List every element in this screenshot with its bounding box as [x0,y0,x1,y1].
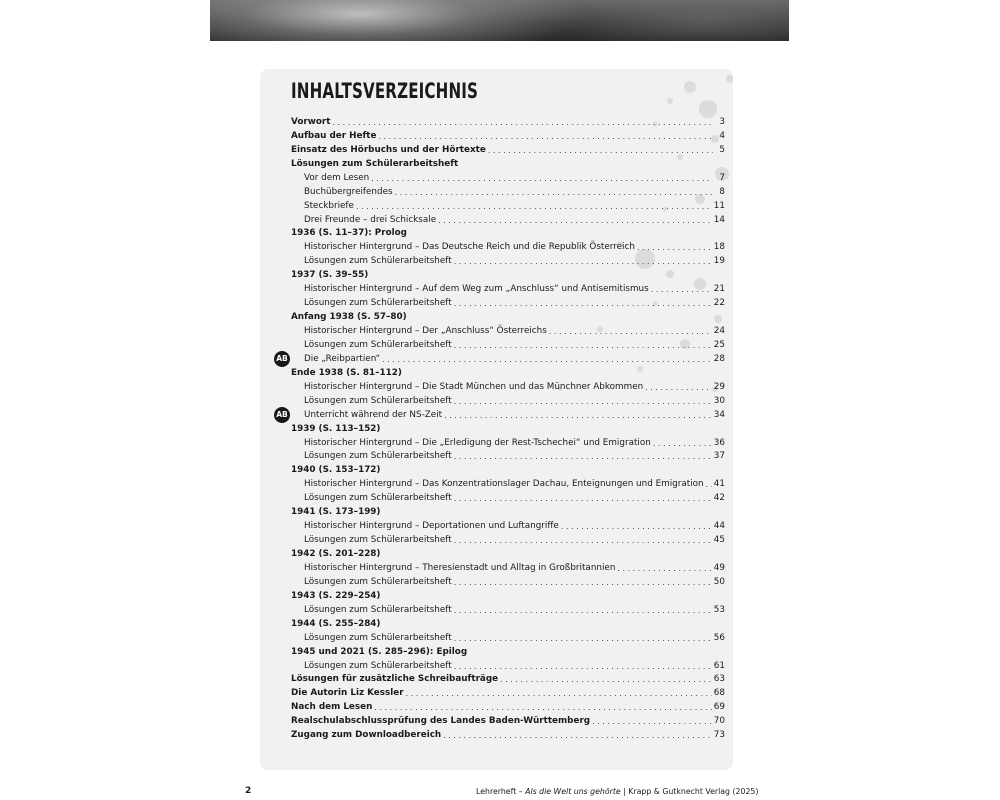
toc-entry-page: 8 [719,186,725,197]
toc-entry-page: 56 [713,632,725,643]
toc-entry [260,351,733,365]
toc-leader-dots [444,410,712,421]
toc-leader-dots [617,563,711,574]
toc-entry-title: Lösungen zum Schülerarbeitsheft [304,493,452,504]
toc-entry [260,226,733,240]
toc-leader-dots [454,661,712,672]
toc-entry [260,630,733,644]
footer-suffix: | Krapp & Gutknecht Verlag (2025) [620,787,759,796]
page-number: 2 [245,786,252,796]
toc-entry [260,644,733,658]
toc-entry [260,142,733,156]
toc-entry [260,128,733,142]
toc-entry-title: 1942 (S. 201–228) [291,549,381,559]
toc-entry-title: Lösungen zum Schülerarbeitsheft [304,339,452,350]
toc-entry-page: 3 [719,116,725,127]
toc-entry [260,421,733,435]
toc-entry-title: Einsatz des Hörbuchs und der Hörtexte [291,144,486,155]
toc-entry-page: 11 [713,200,725,211]
toc-entry-page: 22 [713,298,725,309]
toc-entry [260,449,733,463]
footer-credit [476,787,758,796]
toc-entry-title: Historischer Hintergrund – Auf dem Weg zum „Anschluss“ und Antisemitismus [304,284,649,295]
toc-entry [260,337,733,351]
toc-entry-title: Die Autorin Liz Kessler [291,688,404,699]
toc-entry-page: 19 [713,256,725,267]
toc-entry-page: 42 [713,493,725,504]
toc-entry-title: 1936 (S. 11–37): Prolog [291,228,407,239]
toc-entry-page: 53 [713,604,725,615]
toc-entry [260,476,733,490]
toc-entry [260,699,733,713]
toc-leader-dots [454,535,712,546]
toc-leader-dots [406,688,712,699]
toc-entry-page: 29 [713,381,725,392]
toc-entry-title: Lösungen zum Schülerarbeitsheft [304,632,452,643]
toc-entry-page: 18 [713,242,725,253]
toc-entry-title: Aufbau der Hefte [291,130,377,141]
toc-leader-dots [356,201,712,212]
toc-entry [260,239,733,253]
toc-leader-dots [653,438,712,449]
toc-entry-title: Lösungen für zusätzliche Schreibaufträge [291,674,499,685]
toc-entry [260,588,733,602]
toc-entry-title: Nach dem Lesen [291,702,373,713]
toc-entry [260,379,733,393]
toc-leader-dots [454,396,712,407]
toc-entry-title: Buchübergreifendes [304,186,393,197]
toc-entry-page: 34 [713,409,725,420]
toc-entry [260,685,733,699]
toc-entry [260,602,733,616]
toc-entry-title: Lösungen zum Schülerarbeitsheft [304,451,452,462]
toc-entry [260,295,733,309]
toc-entry-title: 1937 (S. 39–55) [291,270,369,281]
toc-entry-page: 21 [713,284,725,295]
toc-entry-title: Realschulabschlussprüfung des Landes Baden-Württemberg [291,716,591,727]
toc-entry-page: 63 [713,674,725,685]
toc-leader-dots [454,340,712,351]
toc-entry-title: Lösungen zum Schülerarbeitsheft [304,604,452,615]
toc-leader-dots [454,451,712,462]
toc-entry [260,616,733,630]
toc-leader-dots [443,730,712,741]
toc-leader-dots [637,242,712,253]
toc-entry [260,156,733,170]
toc-entry-title: Lösungen zum Schülerarbeitsheft [304,535,452,546]
toc-entry-title: Historischer Hintergrund – Die Stadt München und das Münchner Abkommen [304,381,644,392]
toc-entry-title: 1945 und 2021 (S. 285–296): Epilog [291,646,468,657]
toc-entry [260,309,733,323]
toc-entry [260,198,733,212]
toc-leader-dots [374,702,711,713]
toc-entry [260,170,733,184]
toc-entry-page: 28 [713,353,725,364]
toc-entry-title: Unterricht während der NS-Zeit [304,409,443,420]
toc-leader-dots [371,173,713,184]
toc-leader-dots [454,577,712,588]
toc-leader-dots [382,354,712,365]
toc-entry-title: Historischer Hintergrund – Deportationen und Luftangriffe [304,521,559,532]
toc-entry-page: 37 [713,451,725,462]
toc-entry [260,407,733,421]
toc-entry-title: 1941 (S. 173–199) [291,507,381,518]
toc-entry-title: Lösungen zum Schülerarbeitsheft [304,298,452,309]
toc-entry-page: 25 [713,339,725,350]
toc-entry-title: Historischer Hintergrund – Theresienstadt und Alltag in Großbritannien [304,562,616,573]
toc-entry-page: 24 [713,326,725,336]
toc-entry-title: Steckbriefe [304,200,354,211]
toc-entry [260,323,733,337]
toc-entry [260,574,733,588]
toc-entry [260,672,733,686]
toc-leader-dots [395,187,713,198]
toc-entry [260,518,733,532]
toc-entry-title: Historischer Hintergrund – Die „Erledigung der Rest-Tschechei“ und Emigration [304,437,651,448]
toc-entry [260,546,733,560]
toc-entry-title: Drei Freunde – drei Schicksale [304,214,437,225]
toc-list [260,114,733,741]
toc-entry-page: 30 [713,395,725,406]
toc-entry-page: 69 [713,702,725,713]
toc-entry-title: 1939 (S. 113–152) [291,423,381,434]
toc-entry-page: 5 [719,144,725,155]
toc-entry-page: 14 [713,214,725,225]
toc-entry-page: 4 [719,130,725,141]
toc-leader-dots [454,605,712,616]
toc-entry [260,462,733,476]
toc-entry-title: Lösungen zum Schülerarbeitsheft [304,395,452,406]
toc-entry-page: 49 [713,562,725,573]
toc-entry [260,532,733,546]
toc-entry-title: Anfang 1938 (S. 57–80) [291,312,407,323]
toc-entry-page: 36 [713,437,725,448]
toc-entry-title: 1944 (S. 255–284) [291,618,381,629]
toc-leader-dots [549,326,712,337]
footer-book-title: Als die Welt uns gehörte [525,787,621,796]
toc-entry [260,184,733,198]
toc-leader-dots [561,521,712,532]
toc-entry-title: Vorwort [291,116,331,127]
toc-entry-page: 41 [713,479,725,490]
toc-entry-page: 44 [713,521,725,532]
toc-entry-page: 73 [713,730,725,741]
worksheet-badge: AB [274,351,290,367]
toc-entry-title: Vor dem Lesen [304,172,370,183]
toc-entry-page: 68 [713,688,725,699]
header-photo-strip [210,0,789,41]
toc-entry [260,393,733,407]
toc-leader-dots [651,284,712,295]
toc-entry [260,560,733,574]
toc-entry-title: Historischer Hintergrund – Das Konzentrationslager Dachau, Enteignungen und Emigration [304,479,704,490]
toc-heading: INHALTSVERZEICHNIS [291,79,479,103]
worksheet-badge: AB [274,407,290,423]
toc-entry [260,435,733,449]
toc-leader-dots [454,633,712,644]
toc-entry-title: 1940 (S. 153–172) [291,465,381,476]
toc-leader-dots [454,493,712,504]
toc-entry [260,253,733,267]
toc-entry-title: Historischer Hintergrund – Der „Anschluss“ Österreichs [304,326,547,336]
toc-entry [260,267,733,281]
toc-leader-dots [500,674,712,685]
toc-leader-dots [332,117,713,128]
toc-entry [260,713,733,727]
toc-entry [260,212,733,226]
toc-entry [260,281,733,295]
toc-entry-title: Lösungen zum Schülerarbeitsheft [304,576,452,587]
toc-entry-page: 7 [719,172,725,183]
toc-entry [260,365,733,379]
toc-leader-dots [378,131,713,142]
toc-leader-dots [645,382,712,393]
toc-leader-dots [592,716,712,727]
toc-entry-title: Lösungen zum Schülerarbeitsheft [304,256,452,267]
toc-entry-page: 70 [713,716,725,727]
toc-entry-page: 50 [713,576,725,587]
toc-entry [260,727,733,741]
toc-leader-dots [488,145,713,156]
toc-entry-title: Zugang zum Downloadbereich [291,730,442,741]
toc-leader-dots [454,256,712,267]
toc-panel [260,69,733,770]
toc-entry-title: Die „Reibpartien“ [304,353,381,364]
toc-leader-dots [454,298,712,309]
toc-entry-title: 1943 (S. 229–254) [291,590,381,601]
toc-entry [260,490,733,504]
toc-entry-title: Lösungen zum Schülerarbeitsheft [304,660,452,671]
footer-prefix: Lehrerheft – [476,787,526,796]
toc-entry [260,504,733,518]
toc-entry [260,658,733,672]
toc-entry-title: Ende 1938 (S. 81–112) [291,367,402,378]
toc-entry-title: Historischer Hintergrund – Das Deutsche Reich und die Republik Österreich [304,242,635,253]
toc-entry-page: 45 [713,535,725,546]
toc-entry-page: 61 [713,660,725,671]
toc-entry [260,114,733,128]
toc-leader-dots [438,215,712,226]
toc-entry-title: Lösungen zum Schülerarbeitsheft [291,158,459,169]
